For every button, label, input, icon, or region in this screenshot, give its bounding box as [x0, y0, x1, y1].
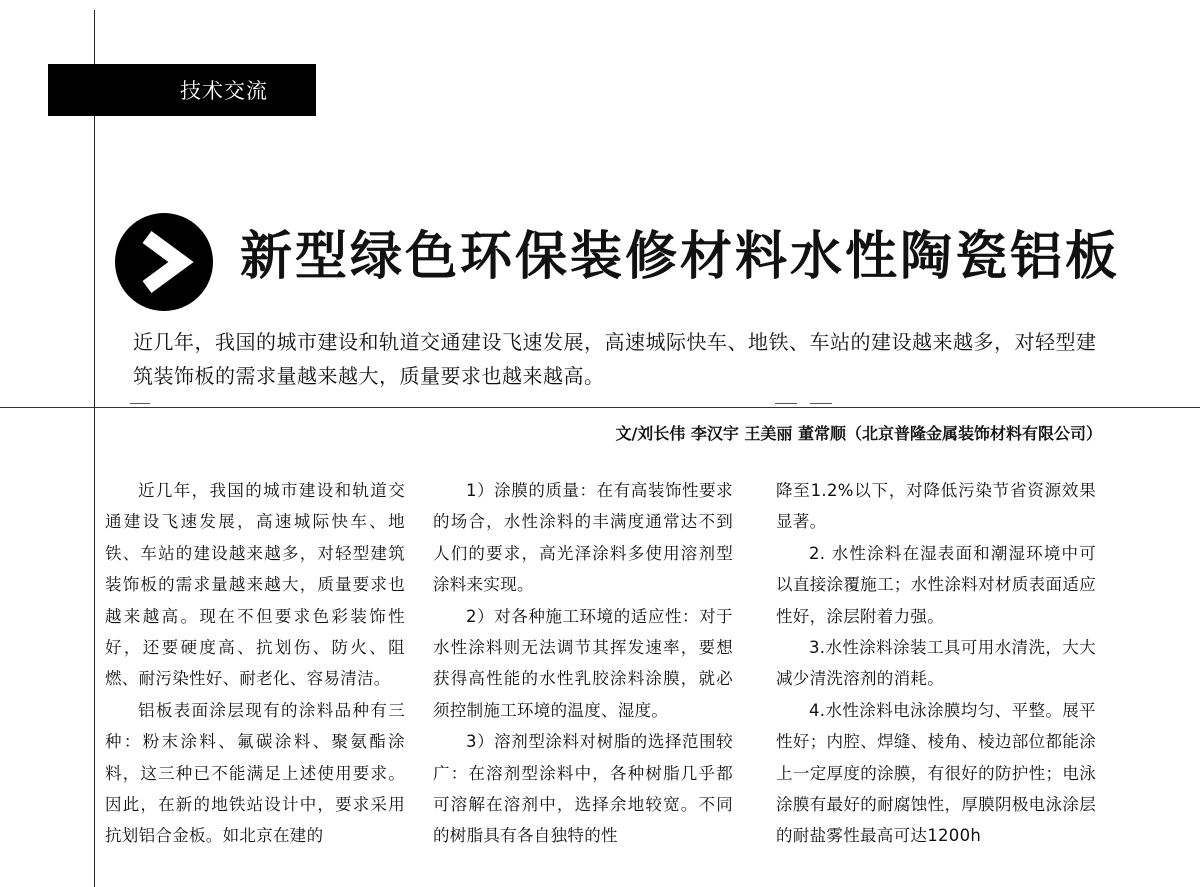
divider-dash [810, 403, 832, 404]
author-byline: 文/刘长伟 李汉宇 王美丽 董常顺（北京普隆金属装饰材料有限公司） [615, 424, 1102, 443]
article-title: 新型绿色环保装修材料水性陶瓷铝板 [240, 227, 1121, 287]
divider-dash [775, 403, 797, 404]
paragraph: 1）涂膜的质量：在有高装饰性要求的场合，水性涂料的丰满度通常达不到人们的要求，高光泽涂料多使用溶剂型涂料来实现。 [433, 481, 733, 595]
divider-dash [130, 403, 150, 404]
paragraph: 3.水性涂料涂装工具可用水清洗，大大减少清洗溶剂的消耗。 [776, 638, 1096, 689]
paragraph: 3）溶剂型涂料对树脂的选择范围较广：在溶剂型涂料中，各种树脂几乎都可溶解在溶剂中，选择余地较宽。不同的树脂具有各自独特的性 [433, 732, 733, 846]
paragraph: 近几年，我国的城市建设和轨道交通建设飞速发展，高速城际快车、地铁、车站的建设越来越多，对轻型建筑装饰板的需求量越来越大，质量要求也越来越高。现在不但要求色彩装饰性好，还要硬度高、抗划伤、防火、阻燃、耐污染性好、耐老化、容易清洁。 [105, 481, 405, 689]
lead-paragraph: 近几年，我国的城市建设和轨道交通建设飞速发展，高速城际快车、地铁、车站的建设越来越多，对轻型建筑装饰板的需求量越来越大，质量要求也越来越高。 [133, 330, 1097, 388]
paragraph: 降至1.2%以下，对降低污染节省资源效果显著。 [776, 481, 1096, 532]
arrow-icon [115, 213, 213, 311]
paragraph: 2）对各种施工环境的适应性：对于水性涂料则无法调节其挥发速率，要想获得高性能的水性乳胶涂料涂膜，就必须控制施工环境的温度、湿度。 [433, 606, 733, 720]
paragraph: 2. 水性涂料在湿表面和潮湿环境中可以直接涂覆施工；水性涂料对材质表面适应性好，涂层附着力强。 [776, 543, 1096, 626]
paragraph: 4.水性涂料电泳涂膜均匀、平整。展平性好；内腔、焊缝、棱角、棱边部位都能涂上一定厚度的涂膜，有很好的防护性；电泳涂膜有最好的耐腐蚀性，厚膜阴极电泳涂层的耐盐雾性最高可达1200h [776, 700, 1096, 846]
section-tag: 技术交流 [48, 64, 316, 116]
body-column-3 [776, 475, 1096, 887]
body-column-1 [105, 475, 405, 887]
margin-rule [94, 10, 95, 887]
paragraph: 铝板表面涂层现有的涂料品种有三种：粉末涂料、氟碳涂料、聚氨酯涂料，这三种已不能满足上述使用要求。因此，在新的地铁站设计中，要求采用抗划铝合金板。如北京在建的 [105, 700, 405, 846]
body-column-2 [433, 475, 733, 887]
header-divider [0, 407, 1200, 408]
